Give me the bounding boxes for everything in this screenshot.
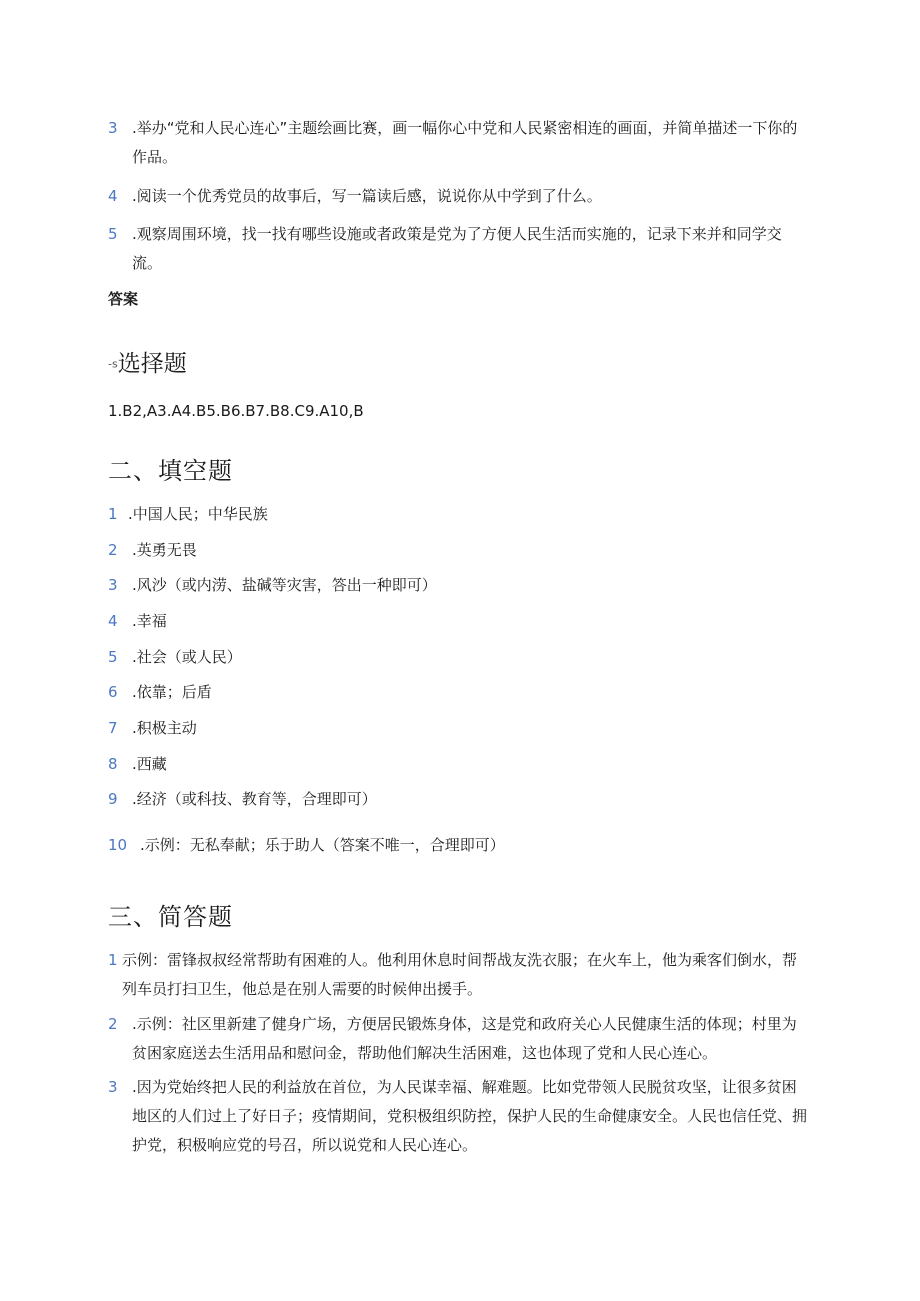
list-item: [108, 182, 808, 211]
item-number: 4: [108, 187, 118, 205]
list-item: [108, 643, 808, 672]
list-item: [108, 1010, 808, 1068]
item-number: 8: [108, 755, 118, 773]
list-item: [108, 1073, 808, 1160]
item-number: 2: [108, 541, 118, 559]
item-text: .举办“党和人民心连心”主题绘画比赛，画一幅你心中党和人民紧密相连的画面，并简单描述一下你的作品。: [132, 119, 798, 166]
item-number: 7: [108, 719, 118, 737]
item-text: .英勇无畏: [132, 541, 197, 559]
answer-label: 答案: [108, 290, 139, 308]
item-text: .中国人民；中华民族: [128, 505, 268, 523]
list-item: [108, 536, 808, 565]
list-item: [108, 114, 808, 172]
item-number: 3: [108, 1078, 118, 1096]
list-item: [108, 607, 808, 636]
item-text: .经济（或科技、教育等，合理即可）: [132, 790, 377, 808]
item-number: 1: [108, 951, 118, 969]
item-text: .示例：社区里新建了健身广场，方便居民锻炼身体，这是党和政府关心人民健康生活的体现；村里为贫困家庭送去生活用品和慰问金，帮助他们解决生活困难，这也体现了党和人民心连心。: [132, 1015, 797, 1062]
item-text: .幸福: [132, 612, 167, 630]
choice-answers: 1.B2,A3.A4.B5.B6.B7.B8.C9.A10,B: [108, 402, 364, 420]
item-text: 示例：雷锋叔叔经常帮助有困难的人。他利用休息时间帮战友洗衣服；在火车上，他为乘客们倒水，帮列车员打扫卫生，他总是在别人需要的时候伸出援手。: [122, 951, 798, 998]
section-title-fill: 二、填空题: [108, 457, 233, 485]
item-text: .社会（或人民）: [132, 648, 242, 666]
item-number: 5: [108, 225, 118, 243]
item-number: 10: [108, 836, 128, 854]
list-item: [108, 678, 808, 707]
item-text: .因为党始终把人民的利益放在首位，为人民谋幸福、解难题。比如党带领人民脱贫攻坚，让很多贫困地区的人们过上了好日子；疫情期间，党积极组织防控，保护人民的生命健康安全。人民也信任党、拥护党，积极响应党的号召，所以说党和人民心连心。: [132, 1078, 808, 1154]
item-text: .依靠；后盾: [132, 683, 212, 701]
item-number: 6: [108, 683, 118, 701]
section-title-choice: [108, 347, 187, 382]
list-item: [108, 220, 808, 278]
item-text: .阅读一个优秀党员的故事后，写一篇读后感，说说你从中学到了什么。: [132, 187, 602, 205]
section-title-text: 选择题: [117, 351, 187, 377]
item-number: 3: [108, 576, 118, 594]
list-item: [108, 571, 808, 600]
list-item: [108, 750, 808, 779]
item-text: .风沙（或内涝、盐碱等灾害，答出一种即可）: [132, 576, 437, 594]
list-item: [108, 714, 808, 743]
section-prefix: -s: [108, 357, 118, 371]
item-number: 9: [108, 790, 118, 808]
item-text: .积极主动: [132, 719, 197, 737]
item-text: .西藏: [132, 755, 167, 773]
section-title-short: 三、简答题: [108, 903, 233, 931]
list-item: [108, 946, 808, 1004]
item-number: 4: [108, 612, 118, 630]
item-number: 1: [108, 505, 118, 523]
item-text: .观察周围环境，找一找有哪些设施或者政策是党为了方便人民生活而实施的，记录下来并和同学交流。: [132, 225, 782, 272]
item-number: 3: [108, 119, 118, 137]
item-text: .示例：无私奉献；乐于助人（答案不唯一，合理即可）: [140, 836, 505, 854]
list-item: [108, 785, 808, 814]
list-item: [108, 500, 808, 529]
item-number: 5: [108, 648, 118, 666]
list-item: [108, 831, 808, 860]
item-number: 2: [108, 1015, 118, 1033]
